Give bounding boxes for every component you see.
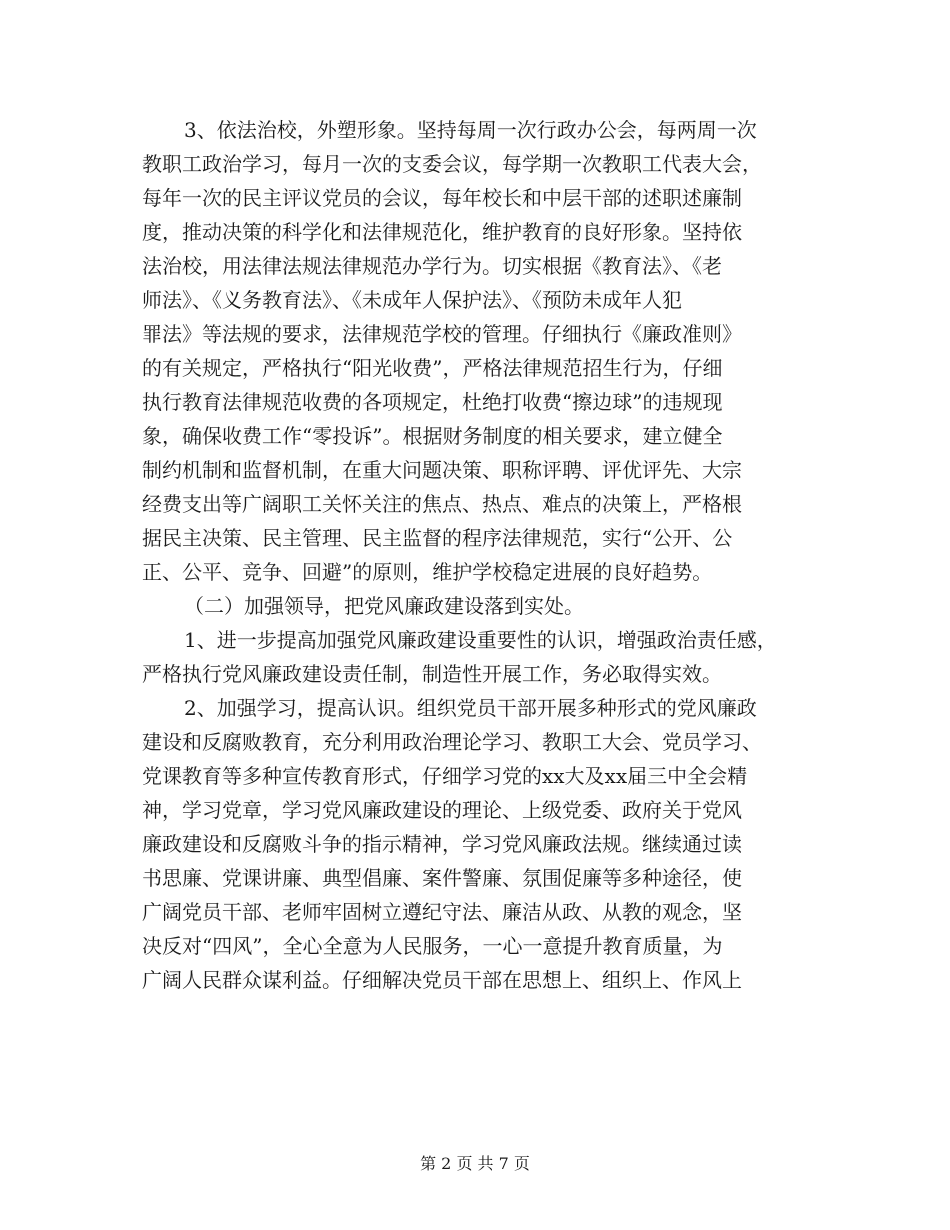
text-line: 度，推动决策的科学化和法律规范化，维护教育的良好形象。坚持依 — [142, 220, 742, 244]
text-line: 2、加强学习，提高认识。组织党员干部开展多种形式的党风廉政 — [184, 696, 757, 720]
text-line: 神，学习党章，学习党风廉政建设的理论、上级党委、政府关于党风 — [142, 798, 742, 822]
text-line: 决反对“四风”，全心全意为人民服务，一心一意提升教育质量，为 — [142, 934, 723, 958]
text-line: 严格执行党风廉政建设责任制，制造性开展工作，务必取得实效。 — [142, 662, 722, 686]
section-heading: （二）加强领导，把党风廉政建设落到实处。 — [184, 594, 584, 618]
text-line: 建设和反腐败教育，充分利用政治理论学习、教职工大会、党员学习、 — [142, 730, 762, 754]
text-line: 广阔人民群众谋利益。仔细解决党员干部在思想上、组织上、作风上 — [142, 968, 742, 992]
text-line: 罪法》等法规的要求，法律规范学校的管理。仔细执行《廉政准则》 — [142, 322, 742, 346]
text-line: 3、依法治校，外塑形象。坚持每周一次行政办公会，每两周一次 — [184, 118, 757, 142]
text-line: 每年一次的民主评议党员的会议，每年校长和中层干部的述职述廉制 — [142, 186, 742, 210]
text-line: 法治校，用法律法规法律规范办学行为。切实根据《教育法》、《老 — [142, 254, 722, 278]
text-line: 教职工政治学习，每月一次的支委会议，每学期一次教职工代表大会， — [142, 152, 762, 176]
text-line: 广阔党员干部、老师牢固树立遵纪守法、廉洁从政、从教的观念，坚 — [142, 900, 742, 924]
text-line: 经费支出等广阔职工关怀关注的焦点、热点、难点的决策上，严格根 — [142, 492, 742, 516]
text-line: 书思廉、党课讲廉、典型倡廉、案件警廉、氛围促廉等多种途径，使 — [142, 866, 742, 890]
text-line: 正、公平、竞争、回避”的原则，维护学校稳定进展的良好趋势。 — [142, 560, 713, 584]
text-line: 象，确保收费工作“零投诉”。根据财务制度的相关要求，建立健全 — [142, 424, 723, 448]
text-line: 师法》、《义务教育法》、《未成年人保护法》、《预防未成年人犯 — [142, 288, 682, 312]
text-line: 制约机制和监督机制，在重大问题决策、职称评聘、评优评先、大宗 — [142, 458, 742, 482]
text-line: 廉政建设和反腐败斗争的指示精神，学习党风廉政法规。继续通过读 — [142, 832, 742, 856]
text-line: 的有关规定，严格执行“阳光收费”，严格法律规范招生行为，仔细 — [142, 356, 723, 380]
text-line: 党课教育等多种宣传教育形式，仔细学习党的xx大及xx届三中全会精 — [142, 764, 748, 788]
text-line: 1、进一步提高加强党风廉政建设重要性的认识，增强政治责任感， — [184, 628, 777, 652]
document-body — [142, 113, 812, 997]
text-line: 据民主决策、民主管理、民主监督的程序法律规范，实行“公开、公 — [142, 526, 733, 550]
text-line: 执行教育法律规范收费的各项规定，杜绝打收费“擦边球”的违规现 — [142, 390, 723, 414]
page-number-footer: 第 2 页 共 7 页 — [420, 1154, 530, 1173]
